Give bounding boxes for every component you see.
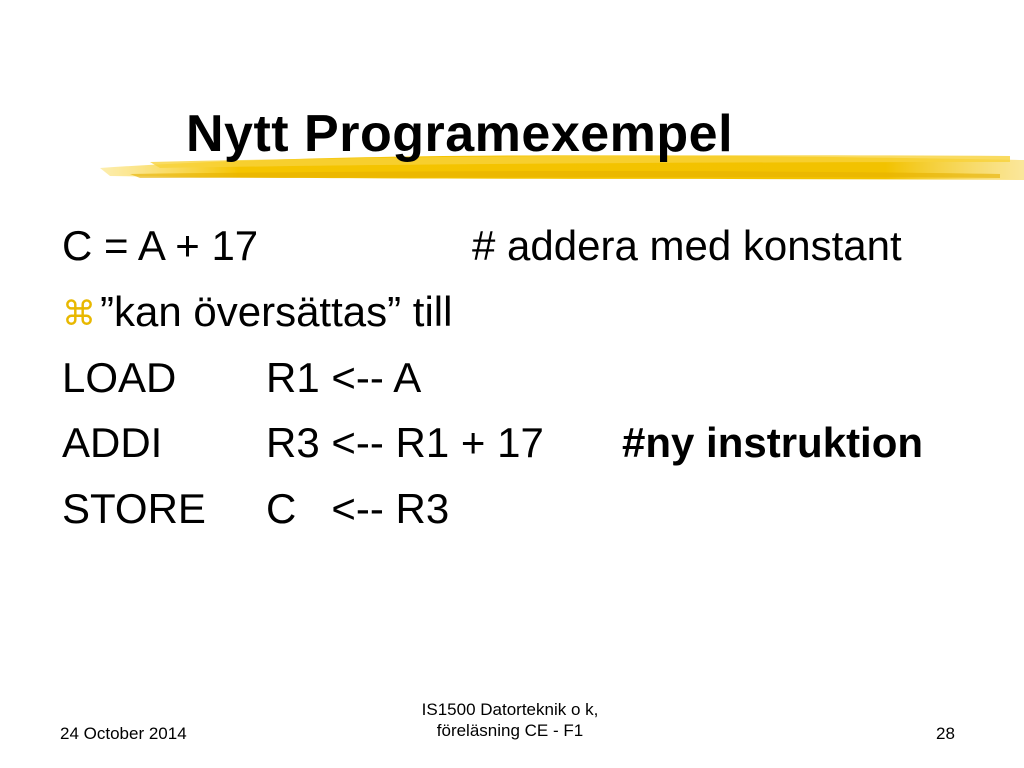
command-key-icon: ⌘ — [62, 295, 96, 333]
instruction-operands: R3 <-- R1 + 17 — [266, 419, 544, 466]
instruction-op: ADDI — [62, 419, 163, 466]
instruction-operands: C <-- R3 — [266, 485, 450, 532]
instruction-operands: R1 <-- A — [266, 354, 422, 401]
instruction-comment: #ny instruktion — [622, 419, 924, 466]
bullet-text: ”kan översättas” till — [100, 288, 453, 335]
instruction-op: STORE — [62, 485, 206, 532]
footer-course — [380, 699, 640, 741]
title-area — [0, 90, 1024, 200]
footer-course-line1: IS1500 Datorteknik o k, — [421, 700, 599, 719]
instruction-op: LOAD — [62, 354, 177, 401]
footer-date: 24 October 2014 — [60, 724, 187, 743]
footer-course-line2: föreläsning CE - F1 — [436, 721, 584, 740]
bullet-line — [62, 287, 532, 337]
expression: C = A + 17 — [62, 222, 259, 269]
page-number: 28 — [936, 724, 955, 743]
expression-comment: # addera med konstant — [472, 222, 902, 269]
slide-title: Nytt Programexempel — [186, 105, 734, 163]
